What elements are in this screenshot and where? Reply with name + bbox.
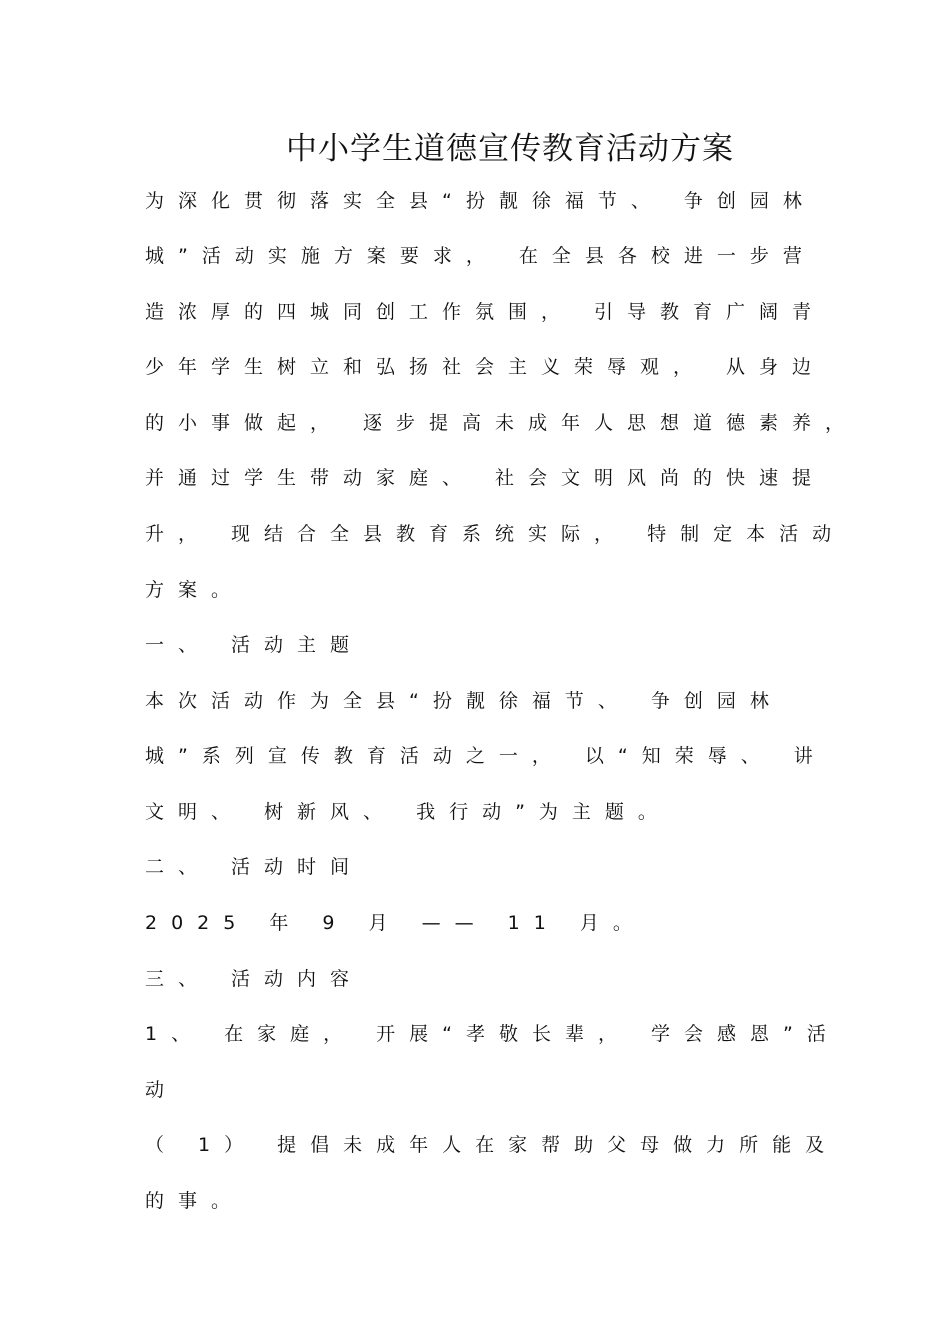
paragraph-line: 的小事做起， 逐步提高未成年人思想道德素养，: [145, 412, 859, 434]
paragraph-line: 文明、 树新风、 我行动”为主题。: [145, 801, 671, 823]
paragraph-line: 动: [145, 1079, 179, 1101]
paragraph-line: 城”系列宣传教育活动之一， 以“知荣辱、 讲: [145, 745, 827, 767]
paragraph-line: 造浓厚的四城同创工作氛围， 引导教育广阔青: [145, 301, 826, 323]
paragraph-line: 2025 年 9 月 —— 11 月。: [145, 912, 646, 934]
paragraph-line: （ 1） 提倡未成年人在家帮助父母做力所能及: [145, 1134, 839, 1156]
paragraph-line: 的事。: [145, 1190, 245, 1212]
paragraph-line: 本次活动作为全县“扮靓徐福节、 争创园林: [145, 690, 783, 712]
paragraph-line: 少年学生树立和弘扬社会主义荣辱观， 从身边: [145, 356, 826, 378]
section-heading: 二、 活动时间: [145, 856, 364, 878]
document-title: 中小学生道德宣传教育活动方案: [286, 131, 734, 167]
paragraph-line: 为深化贯彻落实全县“扮靓徐福节、 争创园林: [145, 190, 816, 212]
paragraph-line: 城”活动实施方案要求， 在全县各校进一步营: [145, 245, 816, 267]
paragraph-line: 方案。: [145, 579, 245, 601]
section-heading: 三、 活动内容: [145, 968, 364, 990]
paragraph-line: 1、 在家庭， 开展“孝敬长辈， 学会感恩”活: [145, 1023, 840, 1045]
paragraph-line: 升， 现结合全县教育系统实际， 特制定本活动: [145, 523, 846, 545]
paragraph-line: 并通过学生带动家庭、 社会文明风尚的快速提: [145, 467, 826, 489]
section-heading: 一、 活动主题: [145, 634, 364, 656]
